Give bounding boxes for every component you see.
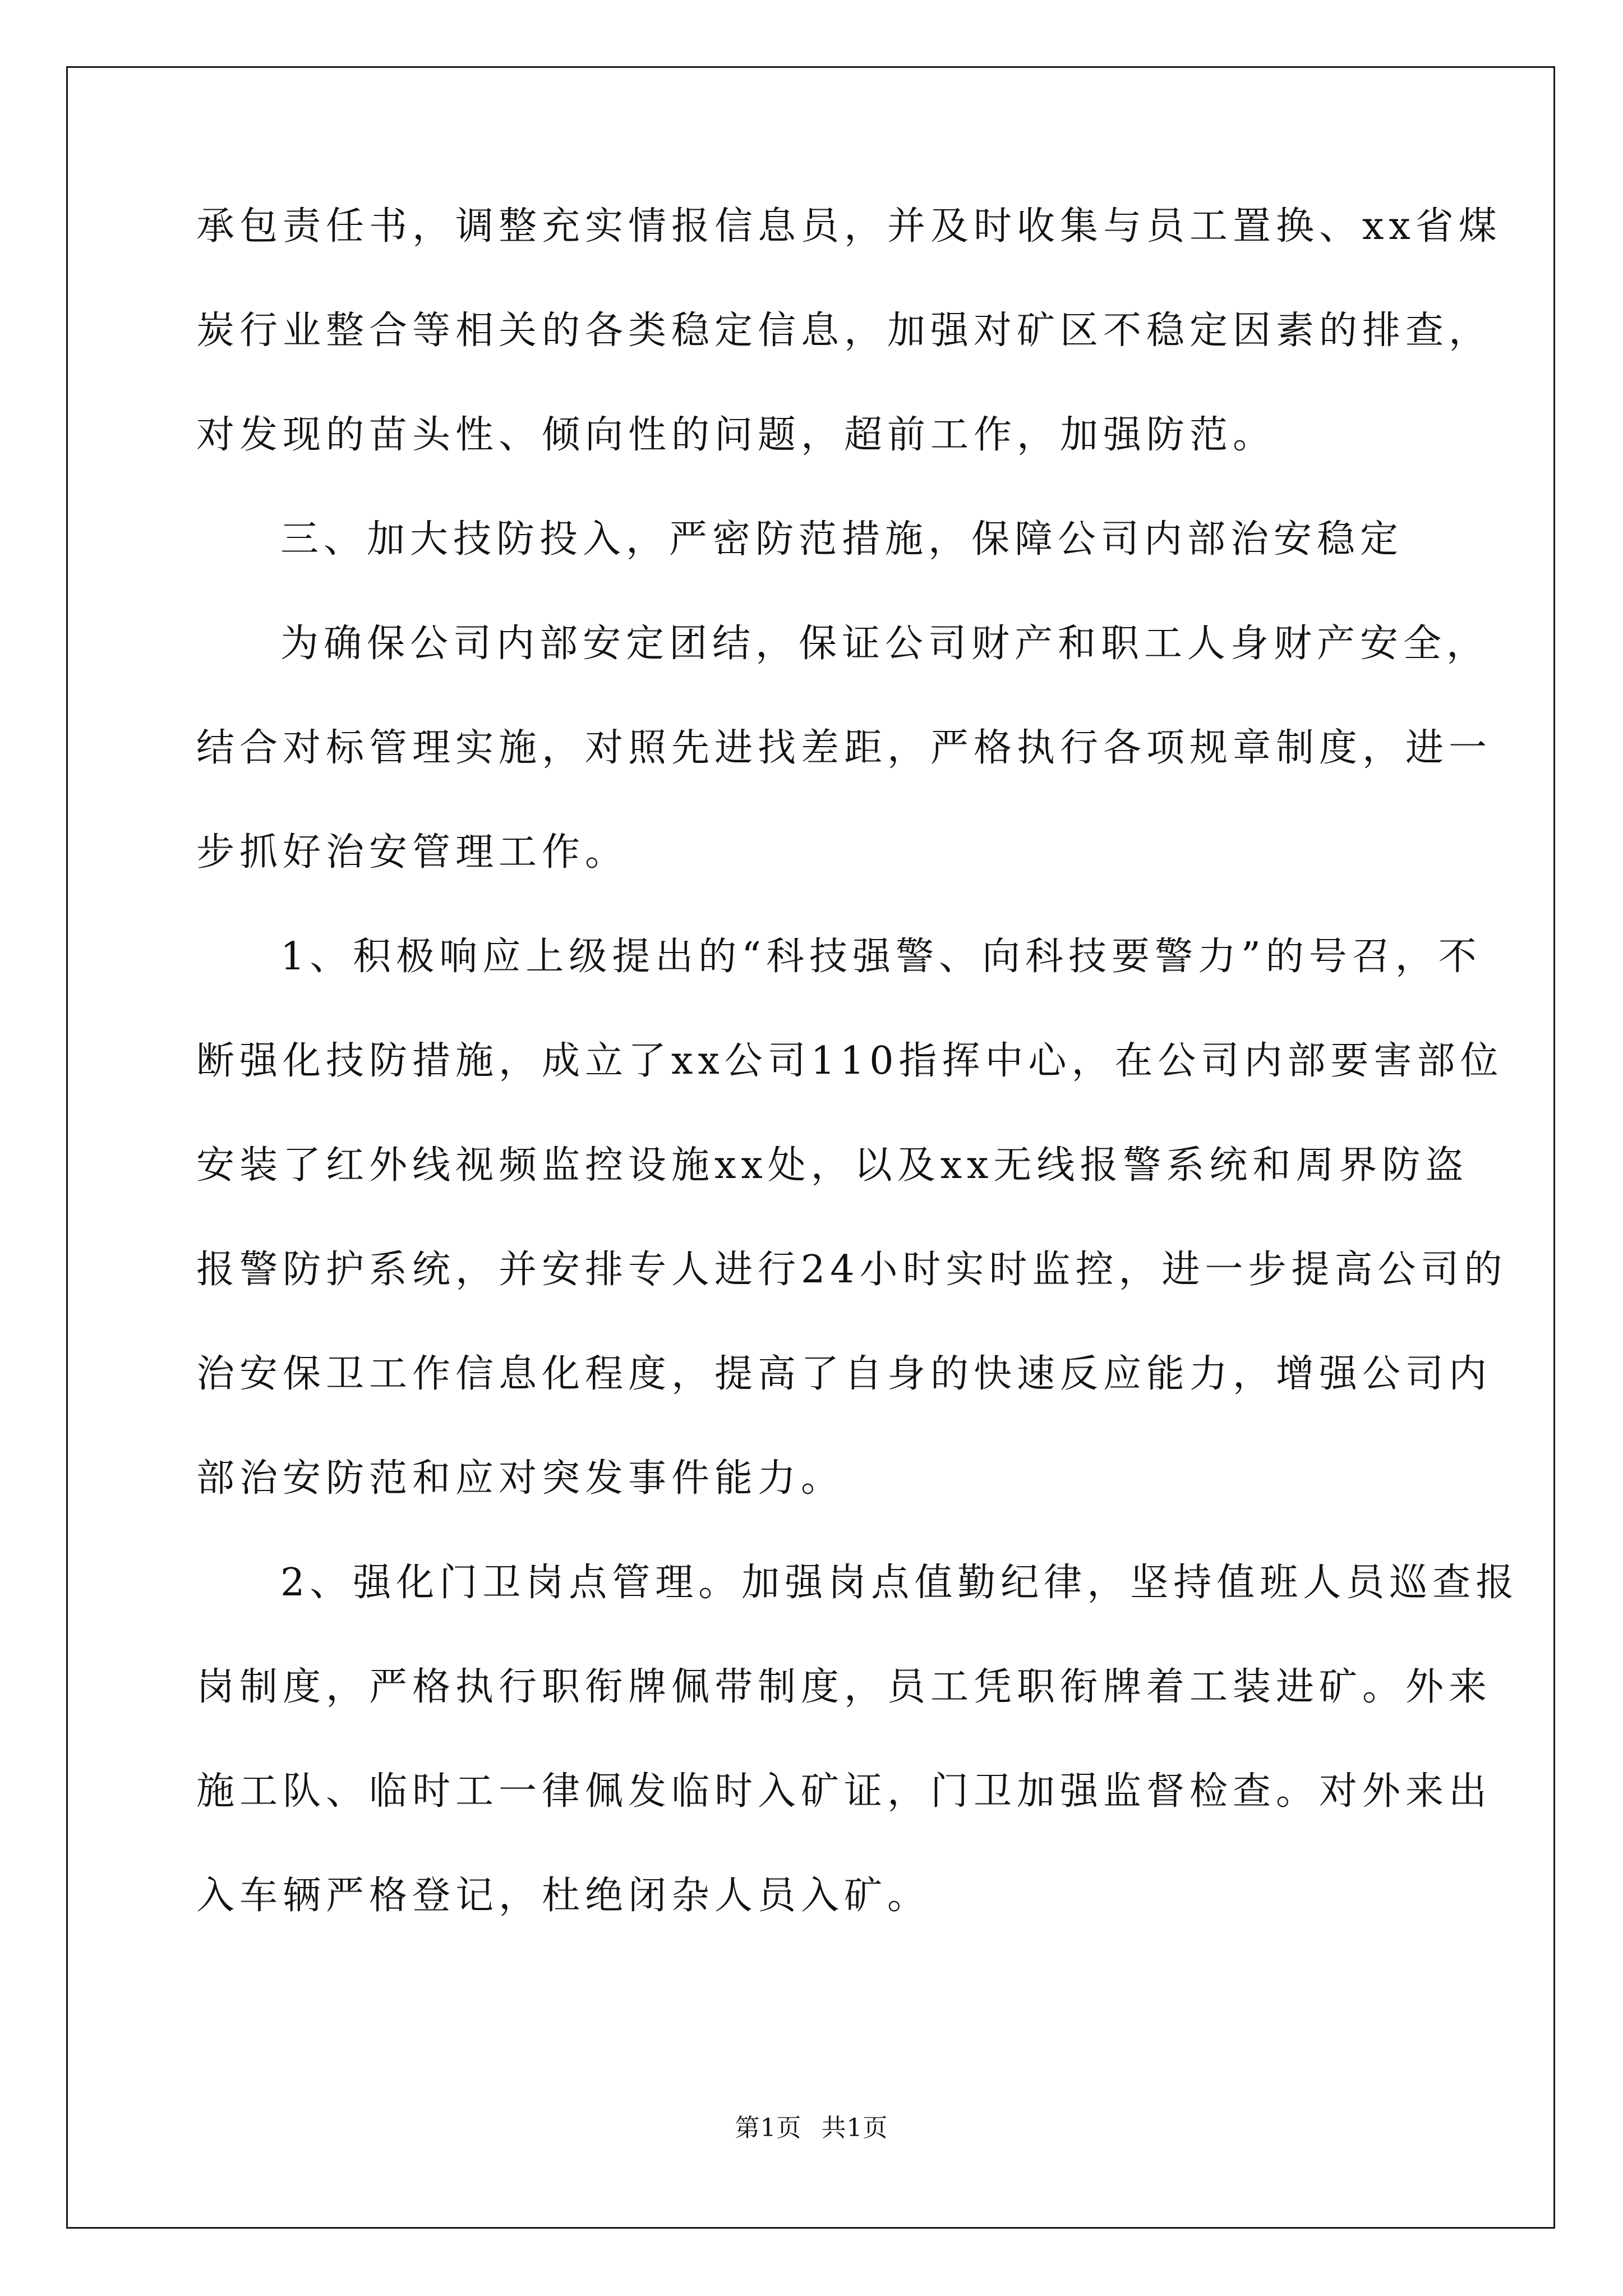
text-line: 安装了红外线视频监控设施xx处，以及xx无线报警系统和周界防盗 — [196, 1143, 1469, 1188]
text-line: 为确保公司内部安定团结，保证公司财产和职工人身财产安全， — [280, 622, 1490, 666]
page-number-total: 共1页 — [821, 2114, 888, 2142]
text-line: 部治安防范和应对突发事件能力。 — [196, 1456, 845, 1501]
page-footer — [0, 2108, 1623, 2143]
section-heading: 三、加大技防投入，严密防范措施，保障公司内部治安稳定 — [280, 517, 1404, 562]
text-line: 1、积极响应上级提出的“科技强警、向科技要警力”的号召，不 — [280, 935, 1482, 979]
text-line: 2、强化门卫岗点管理。加强岗点值勤纪律，坚持值班人员巡查报 — [280, 1561, 1519, 1605]
text-line: 施工队、临时工一律佩发临时入矿证，门卫加强监督检查。对外来出 — [196, 1769, 1492, 1814]
text-line: 炭行业整合等相关的各类稳定信息，加强对矿区不稳定因素的排查， — [196, 309, 1492, 353]
text-line: 岗制度，严格执行职衔牌佩带制度，员工凭职衔牌着工装进矿。外来 — [196, 1665, 1492, 1709]
page-number-current: 第1页 — [735, 2114, 802, 2142]
text-line: 治安保卫工作信息化程度，提高了自身的快速反应能力，增强公司内 — [196, 1352, 1492, 1396]
text-line: 对发现的苗头性、倾向性的问题，超前工作，加强防范。 — [196, 413, 1276, 457]
text-line: 报警防护系统，并安排专人进行24小时实时监控，进一步提高公司的 — [196, 1248, 1507, 1292]
text-line: 步抓好治安管理工作。 — [196, 830, 629, 875]
text-line: 结合对标管理实施，对照先进找差距，严格执行各项规章制度，进一 — [196, 726, 1492, 770]
text-line: 承包责任书，调整充实情报信息员，并及时收集与员工置换、xx省煤 — [196, 204, 1502, 249]
text-line: 入车辆严格登记，杜绝闭杂人员入矿。 — [196, 1874, 931, 1918]
text-line: 断强化技防措施，成立了xx公司110指挥中心，在公司内部要害部位 — [196, 1039, 1504, 1083]
